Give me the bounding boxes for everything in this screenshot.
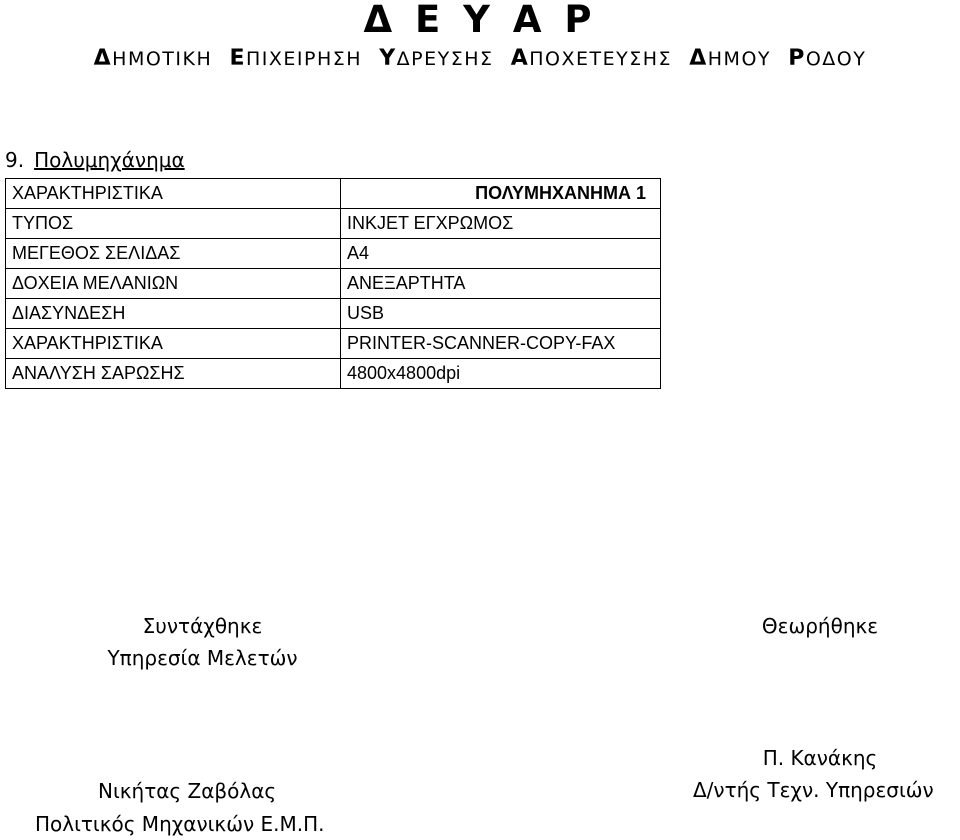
- spec-label-cell: ΑΝΑΛΥΣΗ ΣΑΡΩΣΗΣ: [6, 359, 341, 389]
- compiled-heading: Συντάχθηκε: [142, 614, 263, 638]
- spec-value-cell: A4: [341, 239, 661, 269]
- organization-full-name: [0, 44, 960, 73]
- subtitle-word: ΥΔΡΕΥΣΗΣ: [379, 46, 494, 71]
- spec-value-cell: ΑΝΕΞΑΡΤΗΤΑ: [341, 269, 661, 299]
- header-value-cell: ΠΟΛΥΜΗΧΑΝΗΜΑ 1: [341, 179, 661, 209]
- spec-value-cell: USB: [341, 299, 661, 329]
- table-row: [6, 209, 661, 239]
- section-number: 9.: [5, 148, 25, 172]
- compiled-department: Υπηρεσία Μελετών: [107, 646, 298, 670]
- subtitle-word: ΔΗΜΟΥ: [689, 46, 772, 71]
- spec-value-cell: INKJET ΕΓΧΡΩΜΟΣ: [341, 209, 661, 239]
- table-row: [6, 269, 661, 299]
- organization-title: Δ Ε Υ Α Ρ: [363, 0, 597, 41]
- spec-value-cell: PRINTER-SCANNER-COPY-FAX: [341, 329, 661, 359]
- compiled-name: Νικήτας Ζαβόλας: [98, 779, 277, 803]
- approved-title: Δ/ντής Τεχν. Υπηρεσιών: [693, 778, 934, 802]
- section-heading: [5, 147, 185, 173]
- spec-label-cell: ΜΕΓΕΘΟΣ ΣΕΛΙΔΑΣ: [6, 239, 341, 269]
- specifications-table: [5, 178, 661, 389]
- table-row: [6, 299, 661, 329]
- approved-heading: Θεωρήθηκε: [761, 614, 879, 638]
- header-label-cell: ΧΑΡΑΚΤΗΡΙΣΤΙΚΑ: [6, 179, 341, 209]
- table-header-row: [6, 179, 661, 209]
- spec-label-cell: ΤΥΠΟΣ: [6, 209, 341, 239]
- section-title: Πολυμηχάνημα: [34, 148, 185, 172]
- compiled-title: Πολιτικός Μηχανικών Ε.Μ.Π.: [35, 812, 325, 836]
- subtitle-word: ΑΠΟΧΕΤΕΥΣΗΣ: [510, 46, 673, 71]
- table-row: [6, 239, 661, 269]
- subtitle-word: ΔΗΜΟΤΙΚΗ: [93, 46, 213, 71]
- table-row: [6, 359, 661, 389]
- spec-value-cell: 4800x4800dpi: [341, 359, 661, 389]
- subtitle-word: ΕΠΙΧΕΙΡΗΣΗ: [229, 46, 363, 71]
- subtitle-word: ΡΟΔΟΥ: [788, 46, 867, 71]
- table-row: [6, 329, 661, 359]
- spec-label-cell: ΔΙΑΣΥΝΔΕΣΗ: [6, 299, 341, 329]
- approved-name: Π. Κανάκης: [762, 746, 878, 770]
- spec-label-cell: ΧΑΡΑΚΤΗΡΙΣΤΙΚΑ: [6, 329, 341, 359]
- spec-label-cell: ΔΟΧΕΙΑ ΜΕΛΑΝΙΩΝ: [6, 269, 341, 299]
